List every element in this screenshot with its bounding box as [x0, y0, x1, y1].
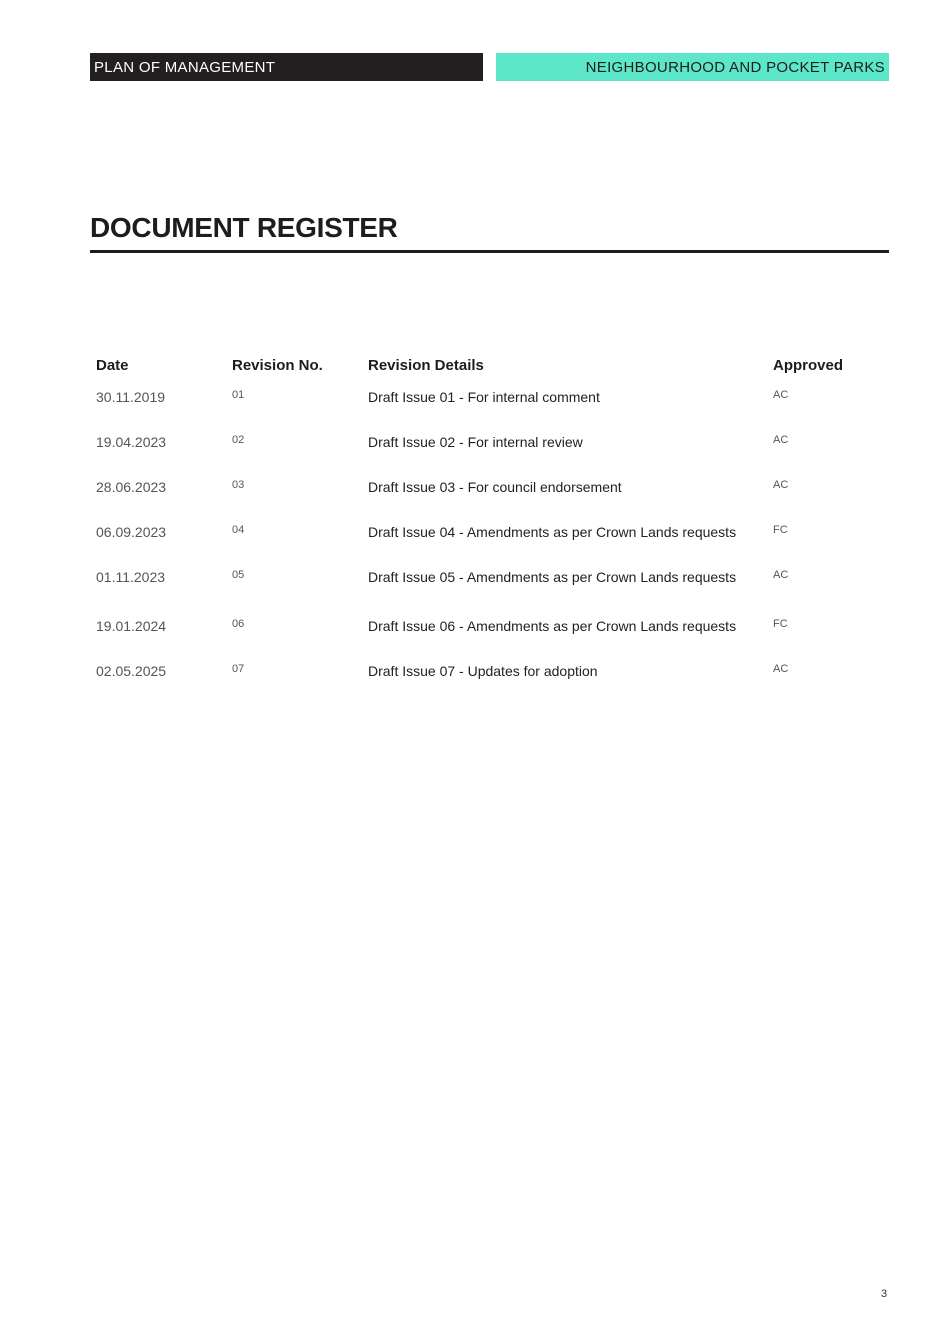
- row-date: 19.01.2024: [96, 618, 167, 634]
- row-revision-details: Draft Issue 06 - Amendments as per Crown Lands requests: [368, 618, 737, 634]
- page-title: DOCUMENT REGISTER: [90, 212, 398, 243]
- header-section-label-text: NEIGHBOURHOOD AND POCKET PARKS: [585, 58, 885, 76]
- row-approved: AC: [773, 479, 789, 491]
- table-row: [96, 434, 889, 456]
- table-row: [96, 618, 889, 640]
- row-revision-no: 06: [232, 618, 245, 630]
- header-document-label-text: PLAN OF MANAGEMENT: [94, 58, 276, 76]
- row-revision-details: Draft Issue 02 - For internal review: [368, 434, 583, 450]
- row-date: 28.06.2023: [96, 479, 167, 495]
- row-approved: AC: [773, 389, 789, 401]
- row-date: 19.04.2023: [96, 434, 167, 450]
- row-date: 01.11.2023: [96, 569, 166, 585]
- table-row: [96, 569, 889, 591]
- row-revision-details: Draft Issue 03 - For council endorsement: [368, 479, 622, 495]
- row-revision-details: Draft Issue 01 - For internal comment: [368, 389, 600, 405]
- row-date: 02.05.2025: [96, 663, 167, 679]
- row-approved: FC: [773, 524, 788, 536]
- row-approved: AC: [773, 569, 789, 581]
- row-revision-no: 05: [232, 569, 245, 581]
- table-row: [96, 524, 889, 546]
- row-revision-no: 01: [232, 389, 245, 401]
- column-header-approved: Approved: [773, 357, 844, 374]
- title-divider: [90, 250, 889, 253]
- row-revision-no: 07: [232, 663, 245, 675]
- row-date: 30.11.2019: [96, 389, 166, 405]
- row-revision-details: Draft Issue 07 - Updates for adoption: [368, 663, 598, 679]
- row-revision-no: 03: [232, 479, 245, 491]
- column-header-date: Date: [96, 357, 129, 374]
- row-revision-no: 02: [232, 434, 245, 446]
- row-revision-details: Draft Issue 05 - Amendments as per Crown Lands requests: [368, 569, 737, 585]
- row-approved: AC: [773, 434, 789, 446]
- row-date: 06.09.2023: [96, 524, 167, 540]
- column-header-revision-no: Revision No.: [232, 357, 323, 374]
- row-approved: AC: [773, 663, 789, 675]
- header-section-label: [496, 53, 889, 81]
- column-header-revision-details: Revision Details: [368, 357, 484, 374]
- table-row: [96, 479, 889, 501]
- row-approved: FC: [773, 618, 788, 630]
- row-revision-no: 04: [232, 524, 245, 536]
- page-number: 3: [881, 1288, 888, 1300]
- table-row: [96, 389, 889, 411]
- row-revision-details: Draft Issue 04 - Amendments as per Crown Lands requests: [368, 524, 737, 540]
- table-row: [96, 663, 889, 685]
- header-document-label: [90, 53, 483, 81]
